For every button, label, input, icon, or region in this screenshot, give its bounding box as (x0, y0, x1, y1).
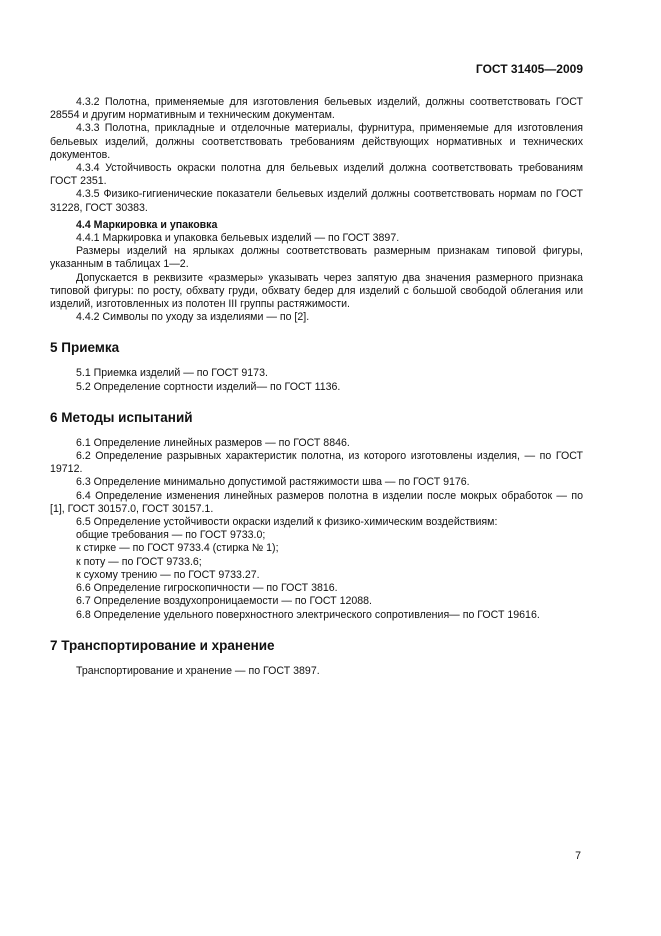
paragraph-5-2: 5.2 Определение сортности изделий— по ГОСТ 1136. (76, 380, 341, 393)
paragraph-5-1: 5.1 Приемка изделий — по ГОСТ 9173. (76, 367, 268, 380)
paragraph-6-3: 6.3 Определение минимально допустимой растяжимости шва — по ГОСТ 9176. (76, 476, 470, 489)
list-item-6-5-general: общие требования — по ГОСТ 9733.0; (76, 529, 266, 542)
paragraph-4-3-2: 4.3.2 Полотна, применяемые для изготовления бельевых изделий, должны соответствовать ГОСТ 28554 и другим нормативным и техническим документам. (50, 96, 583, 122)
list-item-6-5-rubbing: к сухому трению — по ГОСТ 9733.27. (76, 568, 260, 581)
paragraph-4-4-1-sizes: Размеры изделий на ярлыках должны соответствовать размерным признакам типовой фигуры, указанным в таблицах 1—2. (50, 245, 583, 271)
list-item-6-5-washing: к стирке — по ГОСТ 9733.4 (стирка № 1); (76, 542, 279, 555)
document-header-code: ГОСТ 31405—2009 (475, 62, 583, 76)
paragraph-6-7: 6.7 Определение воздухопроницаемости — по ГОСТ 12088. (76, 595, 372, 608)
paragraph-6-1: 6.1 Определение линейных размеров — по ГОСТ 8846. (76, 436, 350, 449)
page-number: 7 (575, 850, 581, 862)
paragraph-4-4-2: 4.4.2 Символы по уходу за изделиями — по [2]. (76, 311, 310, 324)
paragraph-6-6: 6.6 Определение гигроскопичности — по ГОСТ 3816. (76, 582, 338, 595)
paragraph-6-8: 6.8 Определение удельного поверхностного электрического сопротивления— по ГОСТ 19616. (76, 608, 540, 621)
paragraph-4-3-3: 4.3.3 Полотна, прикладные и отделочные материалы, фурнитура, применяемые для изготовления бельевых изделий, должны соответствовать требованиям действующих нормативных и технических документов. (50, 122, 583, 161)
paragraph-4-4-1-allowed: Допускается в реквизите «размеры» указывать через запятую два значения размерного признака типовой фигуры: по росту, обхвату груди, обхвату бедер для изделий с большой свободой облегания или изделий, изготовленных из полотен III группы растяжимости. (50, 271, 583, 311)
paragraph-6-5: 6.5 Определение устойчивости окраски изделий к физико-химическим воздействиям: (76, 516, 498, 529)
paragraph-4-3-5: 4.3.5 Физико-гигиенические показатели бельевых изделий должны соответствовать нормам по ГОСТ 31228, ГОСТ 30383. (50, 188, 583, 214)
list-item-6-5-sweat: к поту — по ГОСТ 9733.6; (76, 555, 202, 568)
section-title-7: 7 Транспортирование и хранение (50, 637, 275, 653)
subsection-title-4-4: 4.4 Маркировка и упаковка (76, 218, 218, 231)
document-body (50, 96, 583, 678)
paragraph-6-2: 6.2 Определение разрывных характеристик полотна, из которого изготовлены изделия, — по ГОСТ 19712. (50, 450, 583, 476)
section-title-6: 6 Методы испытаний (50, 409, 193, 425)
paragraph-4-4-1: 4.4.1 Маркировка и упаковка бельевых изделий — по ГОСТ 3897. (76, 232, 400, 245)
section-title-5: 5 Приемка (50, 340, 120, 356)
paragraph-7-1: Транспортирование и хранение — по ГОСТ 3897. (76, 664, 320, 677)
paragraph-6-4: 6.4 Определение изменения линейных размеров полотна в изделии после мокрых обработок — по [1], ГОСТ 30157.0, ГОСТ 30157.1. (50, 489, 583, 515)
paragraph-4-3-4: 4.3.4 Устойчивость окраски полотна для бельевых изделий должна соответствовать требованиям ГОСТ 2351. (50, 162, 583, 188)
